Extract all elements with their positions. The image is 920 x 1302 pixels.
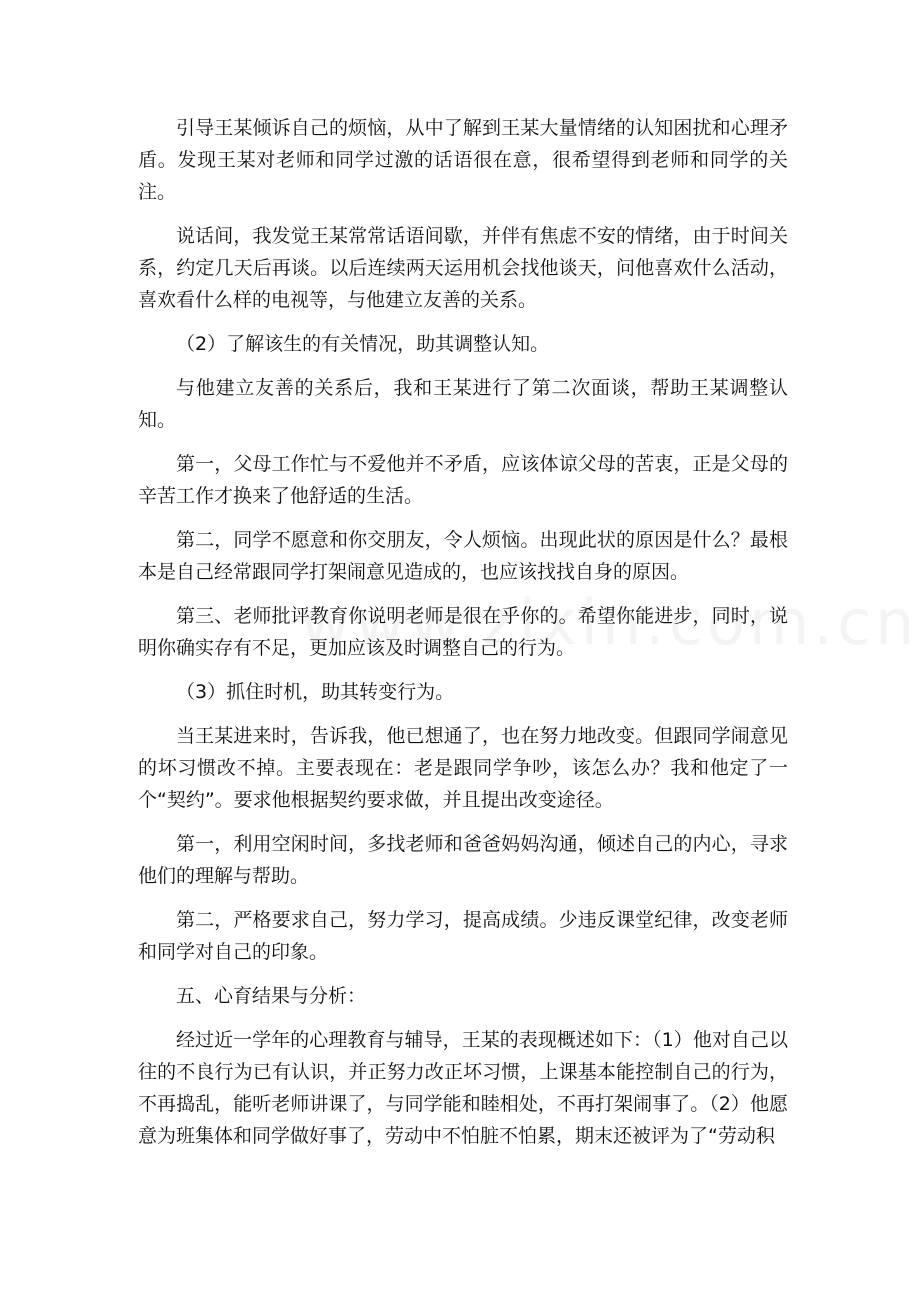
paragraph: 引导王某倾诉自己的烦恼，从中了解到王某大量情绪的认知困扰和心理矛盾。发现王某对老师和同学过激的话语很在意，很希望得到老师和同学的关注。 bbox=[138, 117, 788, 203]
paragraph: 说话间，我发觉王某常常话语间歇，并伴有焦虑不安的情绪，由于时间关系，约定几天后再谈。以后连续两天运用机会找他谈天，问他喜欢什么活动，喜欢看什么样的电视等，与他建立友善的关系。 bbox=[138, 225, 788, 311]
section-subheading: （2）了解该生的有关情况，助其调整认知。 bbox=[176, 333, 550, 355]
section-subheading: （3）抓住时机，助其转变行为。 bbox=[176, 681, 455, 703]
paragraph: 经过近一学年的心理教育与辅导，王某的表现概述如下：（1）他对自己以往的不良行为已有认识，并正努力改正坏习惯，上课基本能控制自己的行为，不再捣乱，能听老师讲课了，与同学能和睦相处，不再打架闹事了。（2）他愿意为班集体和同学做好事了，劳动中不怕脏不怕累，期末还被评为了“劳动积 bbox=[138, 1029, 788, 1147]
document-body bbox=[138, 112, 788, 1164]
paragraph: 与他建立友善的关系后，我和王某进行了第二次面谈，帮助王某调整认知。 bbox=[138, 377, 788, 431]
paragraph: 第二，同学不愿意和你交朋友，令人烦恼。出现此状的原因是什么？最根本是自己经常跟同学打架闹意见造成的，也应该找找自身的原因。 bbox=[138, 529, 788, 583]
paragraph: 第一，利用空闲时间，多找老师和爸爸妈妈沟通，倾述自己的内心，寻求他们的理解与帮助。 bbox=[138, 833, 788, 887]
section-heading: 五、心育结果与分析： bbox=[176, 985, 367, 1007]
paragraph: 第二，严格要求自己，努力学习，提高成绩。少违反课堂纪律，改变老师和同学对自己的印象。 bbox=[138, 909, 788, 963]
paragraph: 第三、老师批评教育你说明老师是很在乎你的。希望你能进步，同时，说明你确实存有不足，更加应该及时调整自己的行为。 bbox=[138, 605, 788, 659]
paragraph: 第一，父母工作忙与不爱他并不矛盾，应该体谅父母的苦衷，正是父母的辛苦工作才换来了他舒适的生活。 bbox=[138, 453, 788, 507]
paragraph: 当王某进来时，告诉我，他已想通了，也在努力地改变。但跟同学闹意见的坏习惯改不掉。主要表现在：老是跟同学争吵，该怎么办？我和他定了一个“契约”。要求他根据契约要求做，并且提出改变途径。 bbox=[138, 725, 788, 811]
